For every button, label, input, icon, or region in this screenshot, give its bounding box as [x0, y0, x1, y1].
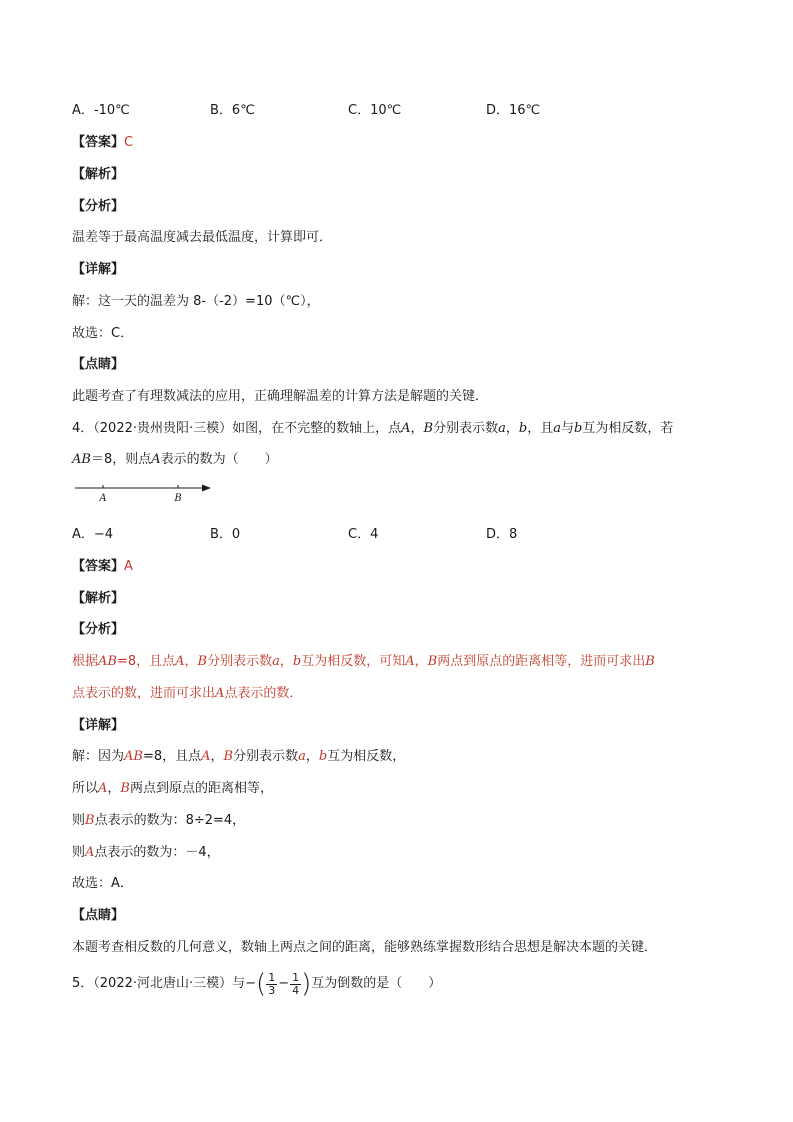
q3-detail-line-1: 解：这一天的温差为 8-（-2）=10（℃）， [72, 294, 320, 309]
q3-option-a: A．-10℃ [72, 103, 130, 118]
q4-option-a: A．−4 [72, 527, 114, 542]
q4-answer: 【答案】A [72, 559, 133, 574]
point-a-label: A [99, 493, 107, 504]
q5-stem: 5．（2022·河北唐山·三模）与−( $\frac{1}{3}$ − $\frac{1}{4}$ )互为倒数的是（ ） [72, 969, 442, 999]
point-b-label: B [174, 493, 182, 504]
q4-detail-line-3: 则B点表示的数为：8÷2=4， [72, 813, 246, 828]
q4-option-b: B．0 [210, 527, 241, 542]
q3-fenxi-text: 温差等于最高温度减去最低温度，计算即可． [72, 230, 333, 245]
q3-answer: 【答案】C [72, 135, 134, 150]
q3-option-c: C．10℃ [348, 103, 402, 118]
fraction-one-fourth: $\frac{1}{4}$ [292, 970, 300, 997]
q4-comment-tag: 【点睛】 [72, 908, 125, 923]
number-line-arrow-icon [202, 485, 211, 492]
q3-detail-line-2: 故选：C． [72, 326, 134, 341]
q4-stem-line-1: 4．（2022·贵州贵阳·三模）如图，在不完整的数轴上，点A，B分别表示数a，b，且a与b互为相反数，若 [72, 421, 674, 436]
q3-fenxi-tag: 【分析】 [72, 199, 125, 214]
q4-detail-line-4: 则A点表示的数为：－4， [72, 845, 220, 860]
q4-option-d: D．8 [486, 527, 518, 542]
q4-detail-line-1: 解：因为AB=8，且点A，B分别表示数a，b互为相反数， [72, 749, 406, 764]
q4-detail-line-2: 所以A，B两点到原点的距离相等， [72, 781, 273, 796]
q3-option-d: D．16℃ [486, 103, 541, 118]
q4-analysis-tag: 【解析】 [72, 591, 125, 606]
fraction-one-third: $\frac{1}{3}$ [268, 970, 276, 997]
q4-comment-text: 本题考查相反数的几何意义，数轴上两点之间的距离，能够熟练掌握数形结合思想是解决本题的关键． [72, 940, 658, 955]
q4-fenxi-tag: 【分析】 [72, 622, 125, 637]
q3-comment-text: 此题考查了有理数减法的应用，正确理解温差的计算方法是解题的关键． [72, 389, 489, 404]
q4-detail-tag: 【详解】 [72, 718, 125, 733]
q3-comment-tag: 【点睛】 [72, 357, 125, 372]
q4-stem-line-2: AB＝8，则点A表示的数为（ ） [72, 452, 278, 467]
q4-option-c: C．4 [348, 527, 379, 542]
number-line-figure [72, 481, 217, 505]
q4-fenxi-line-2: 点表示的数，进而可求出A点表示的数． [72, 686, 303, 701]
q3-detail-tag: 【详解】 [72, 262, 125, 277]
q3-option-b: B．6℃ [210, 103, 255, 118]
q4-fenxi-line-1: 根据AB=8，且点A，B分别表示数a，b互为相反数，可知A，B两点到原点的距离相等，进而可求出B [72, 654, 655, 669]
q4-detail-line-5: 故选：A． [72, 876, 133, 891]
q3-analysis-tag: 【解析】 [72, 167, 125, 182]
